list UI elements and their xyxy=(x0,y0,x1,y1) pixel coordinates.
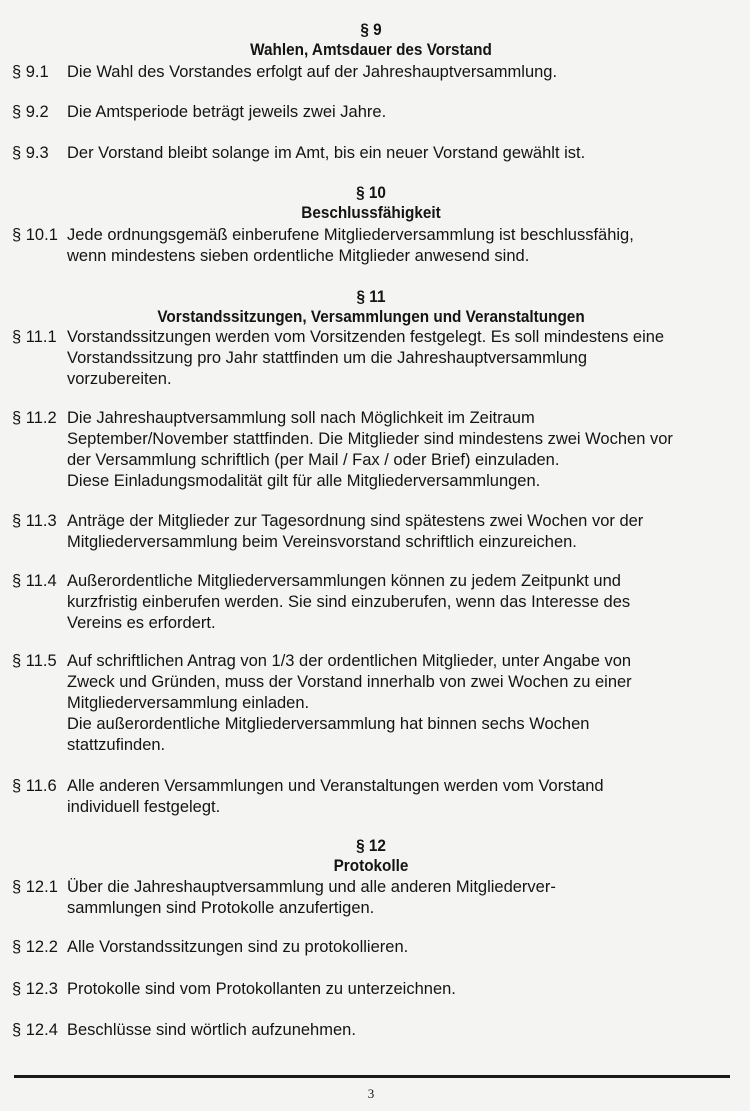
clause-line: Alle anderen Versammlungen und Veranstaltungen werden vom Vorstand xyxy=(67,777,604,795)
section-number-9: § 9 xyxy=(360,20,382,39)
clause-line: Die Wahl des Vorstandes erfolgt auf der Jahreshauptversammlung. xyxy=(67,63,558,81)
clause-number: § 9.3 xyxy=(12,144,49,162)
clause-line: Jede ordnungsgemäß einberufene Mitgliederversammlung ist beschlussfähig, xyxy=(67,226,634,244)
clause-number: § 11.4 xyxy=(12,572,57,590)
clause-line: Der Vorstand bleibt solange im Amt, bis ein neuer Vorstand gewählt ist. xyxy=(67,144,586,162)
clause-line: Die außerordentliche Mitgliederversammlung hat binnen sechs Wochen xyxy=(67,715,590,733)
clause-number: § 11.6 xyxy=(12,777,57,795)
clause-line: Die Amtsperiode beträgt jeweils zwei Jahre. xyxy=(67,103,387,121)
clause-line: September/November stattfinden. Die Mitglieder sind mindestens zwei Wochen vor xyxy=(67,430,673,448)
section-title-10: Beschlussfähigkeit xyxy=(301,203,441,222)
clause-line: Mitgliederversammlung einladen. xyxy=(67,694,310,712)
clause-line: Protokolle sind vom Protokollanten zu unterzeichnen. xyxy=(67,980,456,998)
clause-line: Alle Vorstandssitzungen sind zu protokollieren. xyxy=(67,938,409,956)
section-title-12: Protokolle xyxy=(333,856,409,875)
clause-line: Außerordentliche Mitgliederversammlungen können zu jedem Zeitpunkt und xyxy=(67,572,621,590)
clause-number: § 11.1 xyxy=(12,328,57,346)
clause-line: Diese Einladungsmodalität gilt für alle Mitgliederversammlungen. xyxy=(67,472,541,490)
footer-rule xyxy=(14,1075,730,1078)
clause-line: kurzfristig einberufen werden. Sie sind einzuberufen, wenn das Interesse des xyxy=(67,593,631,611)
clause-line: stattzufinden. xyxy=(67,736,166,754)
clause-line: Zweck und Gründen, muss der Vorstand innerhalb von zwei Wochen zu einer xyxy=(67,673,632,691)
clause-line: Vorstandssitzung pro Jahr stattfinden um die Jahreshauptversammlung xyxy=(67,349,588,367)
clause-line: Mitgliederversammlung beim Vereinsvorstand schriftlich einzureichen. xyxy=(67,533,577,551)
clause-line: Vorstandssitzungen werden vom Vorsitzenden festgelegt. Es soll mindestens eine xyxy=(67,328,665,346)
clause-number: § 9.1 xyxy=(12,63,49,81)
clause-line: Über die Jahreshauptversammlung und alle anderen Mitgliederver- xyxy=(67,878,556,896)
clause-number: § 12.3 xyxy=(12,980,58,998)
section-title-9: Wahlen, Amtsdauer des Vorstand xyxy=(250,40,492,59)
clause-number: § 12.1 xyxy=(12,878,58,896)
section-title-11: Vorstandssitzungen, Versammlungen und Veranstaltungen xyxy=(157,307,585,326)
clause-line: Die Jahreshauptversammlung soll nach Möglichkeit im Zeitraum xyxy=(67,409,535,427)
clause-line: Auf schriftlichen Antrag von 1/3 der ordentlichen Mitglieder, unter Angabe von xyxy=(67,652,632,670)
clause-number: § 11.5 xyxy=(12,652,57,670)
clause-number: § 11.2 xyxy=(12,409,57,427)
section-number-10: § 10 xyxy=(356,183,386,202)
clause-line: Vereins es erfordert. xyxy=(67,614,216,632)
clause-line: Anträge der Mitglieder zur Tagesordnung sind spätestens zwei Wochen vor der xyxy=(67,512,644,530)
clause-line: Beschlüsse sind wörtlich aufzunehmen. xyxy=(67,1021,356,1039)
clause-number: § 11.3 xyxy=(12,512,57,530)
clause-number: § 9.2 xyxy=(12,103,49,121)
clause-line: der Versammlung schriftlich (per Mail / Fax / oder Brief) einzuladen. xyxy=(67,451,560,469)
clause-line: sammlungen sind Protokolle anzufertigen. xyxy=(67,899,375,917)
clause-line: wenn mindestens sieben ordentliche Mitglieder anwesend sind. xyxy=(67,247,530,265)
section-number-11: § 11 xyxy=(356,287,386,306)
clause-number: § 10.1 xyxy=(12,226,58,244)
clause-line: vorzubereiten. xyxy=(67,370,172,388)
clause-line: individuell festgelegt. xyxy=(67,798,221,816)
section-number-12: § 12 xyxy=(356,836,386,855)
clause-number: § 12.2 xyxy=(12,938,58,956)
clause-number: § 12.4 xyxy=(12,1021,58,1039)
page-number: 3 xyxy=(367,1086,375,1101)
